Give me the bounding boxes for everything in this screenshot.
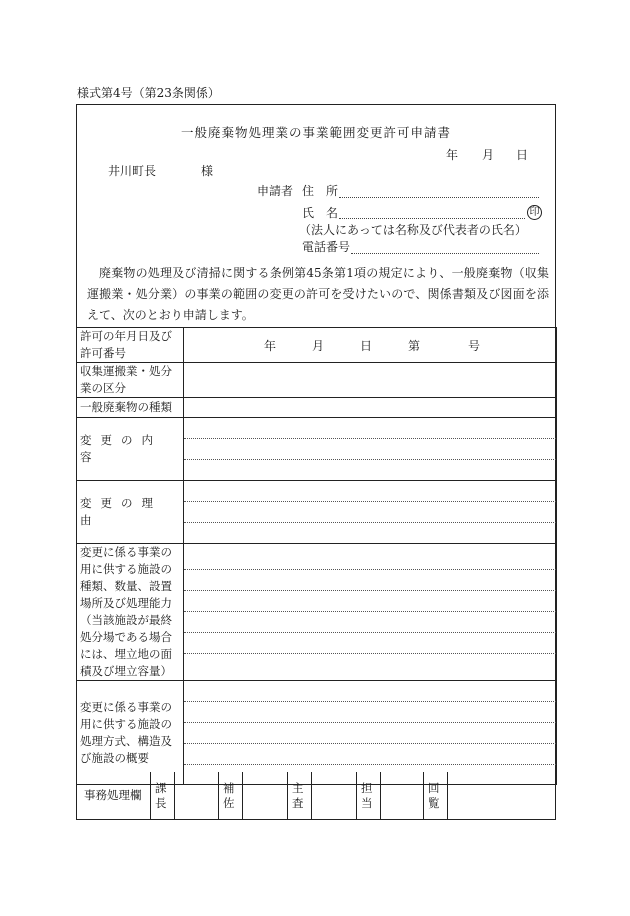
office-use-section xyxy=(76,772,556,821)
waste-type-label: 一般廃棄物の種類 xyxy=(77,398,184,418)
permit-month: 月 xyxy=(312,339,325,353)
name-field[interactable] xyxy=(339,218,525,219)
application-statement: 廃棄物の処理及び清掃に関する条例第45条第1項の規定により、一般廃棄物（収集運搬業・処分業）の事業の範囲の変更の許可を受けたいので、関係書類及び図面を添えて、次のとおり申請します。 xyxy=(87,266,549,322)
office-item-kacho: 課長 xyxy=(155,781,167,810)
form-title: 一般廃棄物処理業の事業範囲変更許可申請書 xyxy=(180,125,451,140)
permit-go: 号 xyxy=(468,339,481,353)
divider xyxy=(447,772,448,819)
office-item-shusa: 主査 xyxy=(292,781,304,810)
change-content-label: 変更の内容 xyxy=(77,418,184,481)
addressee-honorific: 様 xyxy=(201,164,214,178)
change-reason-label: 変更の理由 xyxy=(77,481,184,544)
divider xyxy=(150,772,151,819)
divider xyxy=(242,772,243,819)
divider xyxy=(423,772,424,819)
waste-type-field[interactable] xyxy=(184,398,557,418)
table-row xyxy=(77,418,557,481)
change-content-field[interactable] xyxy=(184,418,557,481)
phone-label: 電話番号 xyxy=(302,240,351,254)
facility-label: 変更に係る事業の用に供する施設の種類、数量、設置場所及び処理能力（当該施設が最終処分場である場合には、埋立地の面積及び埋立容量） xyxy=(77,544,184,681)
phone-field[interactable] xyxy=(351,253,539,254)
category-label: 収集運搬業・処分業の区分 xyxy=(77,363,184,398)
table-row xyxy=(77,328,557,363)
permit-label: 許可の年月日及び許可番号 xyxy=(77,328,184,363)
corporate-note: （法人にあっては名称及び代表者の氏名） xyxy=(299,223,527,237)
permit-field[interactable] xyxy=(184,328,557,363)
permit-dai: 第 xyxy=(408,339,421,353)
applicant-label: 申請者 xyxy=(257,184,294,198)
divider xyxy=(218,772,219,819)
address-label: 住 所 xyxy=(302,184,339,198)
office-use-label: 事務処理欄 xyxy=(84,788,142,802)
table-row xyxy=(77,398,557,418)
divider xyxy=(356,772,357,819)
date-month: 月 xyxy=(482,148,495,162)
name-label: 氏 名 xyxy=(302,206,339,220)
office-item-hosa: 補佐 xyxy=(223,781,235,810)
facility-field[interactable] xyxy=(184,544,557,681)
category-field[interactable] xyxy=(184,363,557,398)
office-item-kairan: 回覧 xyxy=(428,781,440,810)
table-row xyxy=(77,544,557,681)
date-year: 年 xyxy=(446,148,459,162)
method-label: 変更に係る事業の用に供する施設の処理方式、構造及び施設の概要 xyxy=(77,681,184,785)
seal-mark: 印 xyxy=(527,205,542,220)
application-form xyxy=(76,104,556,820)
table-row xyxy=(77,363,557,398)
form-number: 様式第4号（第23条関係） xyxy=(77,86,220,100)
change-reason-field[interactable] xyxy=(184,481,557,544)
address-field[interactable] xyxy=(339,197,539,198)
method-field[interactable] xyxy=(184,681,557,785)
divider xyxy=(287,772,288,819)
addressee-town: 井川町長 xyxy=(108,164,157,178)
office-item-tanto: 担当 xyxy=(361,781,373,810)
application-table xyxy=(76,327,557,785)
divider xyxy=(311,772,312,819)
table-row xyxy=(77,681,557,785)
permit-day: 日 xyxy=(360,339,373,353)
divider xyxy=(174,772,175,819)
permit-year: 年 xyxy=(264,339,277,353)
date-day: 日 xyxy=(516,148,529,162)
divider xyxy=(380,772,381,819)
table-row xyxy=(77,481,557,544)
